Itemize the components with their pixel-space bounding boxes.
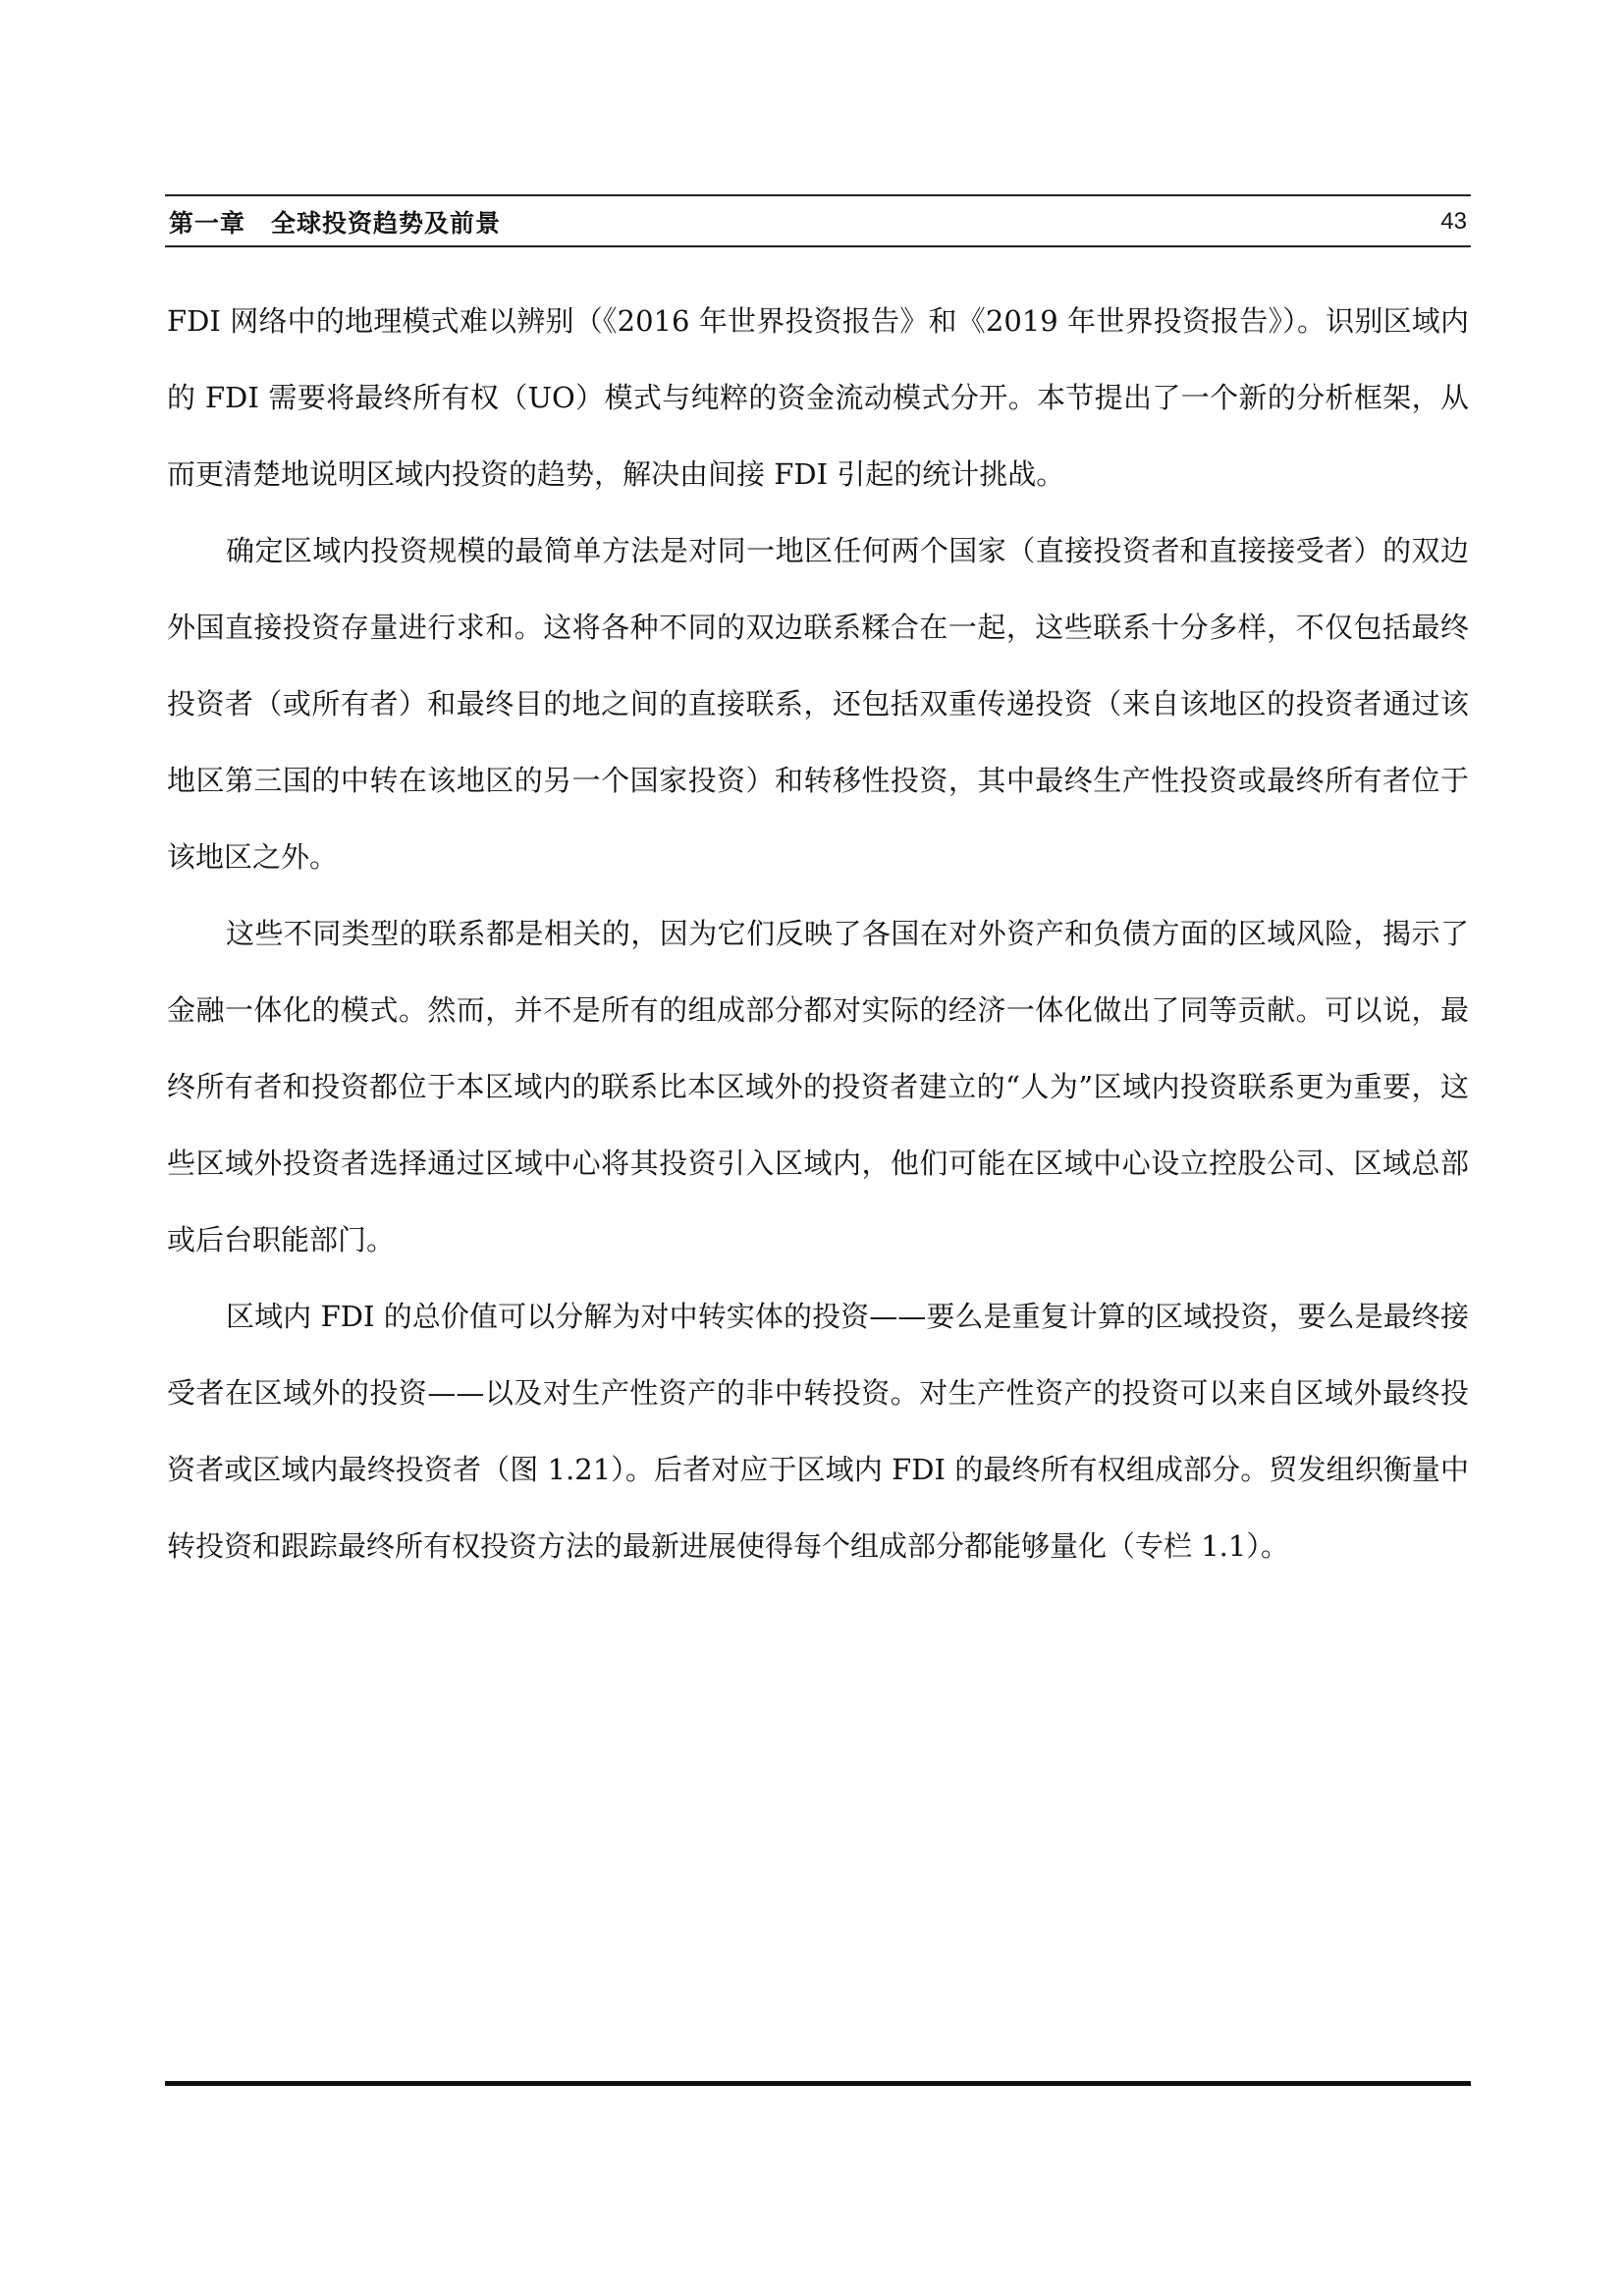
- page-number: 43: [1440, 208, 1467, 235]
- header-top-rule: [165, 194, 1471, 196]
- paragraph: 这些不同类型的联系都是相关的，因为它们反映了各国在对外资产和负债方面的区域风险，揭示了金融一体化的模式。然而，并不是所有的组成部分都对实际的经济一体化做出了同等贡献。可以说，最终所有者和投资都位于本区域内的联系比本区域外的投资者建立的“人为”区域内投资联系更为重要，这些区域外投资者选择通过区域中心将其投资引入区域内，他们可能在区域中心设立控股公司、区域总部或后台职能部门。: [167, 917, 1469, 1256]
- header-bottom-rule: [165, 245, 1471, 247]
- footer-rule: [165, 2081, 1471, 2086]
- running-header: [169, 202, 1467, 241]
- paragraph-continued: FDI 网络中的地理模式难以辨别（《2016 年世界投资报告》和《2019 年世界投资报告》）。识别区域内的 FDI 需要将最终所有权（UO）模式与纯粹的资金流动模式分开。本节提出了一个新的分析框架，从而更清楚地说明区域内投资的趋势，解决由间接 FDI 引起的统计挑战。: [167, 304, 1469, 491]
- body-text: [167, 283, 1469, 1584]
- paragraph: 确定区域内投资规模的最简单方法是对同一地区任何两个国家（直接投资者和直接接受者）的双边外国直接投资存量进行求和。这将各种不同的双边联系糅合在一起，这些联系十分多样，不仅包括最终投资者（或所有者）和最终目的地之间的直接联系，还包括双重传递投资（来自该地区的投资者通过该地区第三国的中转在该地区的另一个国家投资）和转移性投资，其中最终生产性投资或最终所有者位于该地区之外。: [167, 534, 1469, 874]
- chapter-title: 第一章 全球投资趋势及前景: [169, 209, 502, 238]
- paragraph: 区域内 FDI 的总价值可以分解为对中转实体的投资——要么是重复计算的区域投资，要么是最终接受者在区域外的投资——以及对生产性资产的非中转投资。对生产性资产的投资可以来自区域外最终投资者或区域内最终投资者（图 1.21）。后者对应于区域内 FDI 的最终所有权组成部分。贸发组织衡量中转投资和跟踪最终所有权投资方法的最新进展使得每个组成部分都能够量化（专栏 1.1）。: [167, 1300, 1469, 1563]
